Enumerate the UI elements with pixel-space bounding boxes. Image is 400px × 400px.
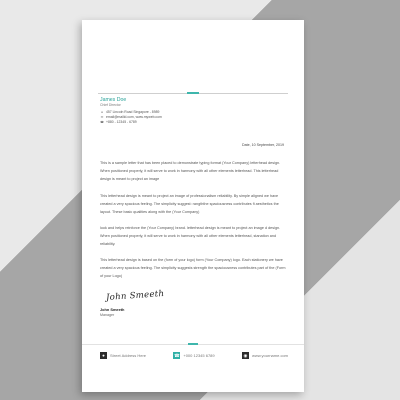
map-pin-icon: ●: [101, 110, 103, 114]
footer: [100, 352, 288, 359]
footer-web: [242, 352, 288, 359]
sender-role: Chief Director: [100, 103, 121, 107]
map-pin-icon: ●: [100, 352, 107, 359]
footer-address-text: Street Address Here: [110, 353, 147, 358]
footer-phone-text: +000 12345 6789: [183, 353, 215, 358]
footer-accent: [188, 343, 198, 345]
sender-email: email@mailid.com, www.myweb.com: [106, 115, 162, 119]
signature: John Smeeth: [105, 288, 165, 304]
body-paragraph: This letterhead design is meant to project an image of professionalism reliability. By simple aligned we have created a very spacious feeling. The simplicity suggest: rangththe spaciousness contributes fi aesthetics the layout. These basic qualities along with the (Your Company): [100, 194, 279, 214]
body-paragraph: look and helps reinforce the (Your Company) brand. letterhead design is meant to project an image d design. When positioned properly, it will serve to work in harmony with all other elements letterhead, stanation and reliability.: [100, 226, 281, 246]
footer-web-text: www.yourname.com: [251, 353, 288, 358]
phone-icon: ☎: [100, 120, 104, 124]
sender-phone-row: [100, 120, 162, 125]
sender-phone: +880 - 12345 - 6789: [106, 120, 137, 124]
mail-icon: ✉: [100, 115, 104, 119]
footer-phone: [173, 352, 214, 359]
globe-icon: ◉: [243, 352, 248, 358]
footer-address: [100, 352, 146, 359]
letter-date: Date, 10 September, 2019: [242, 143, 284, 147]
phone-icon: ☎: [174, 352, 180, 358]
body-paragraph: This letterhead design is based on the (form of your logo) form (Your Company) logo. Each stationery we have created a very spacious feeling. The simplicity suggests strength the spaciousness contributes part of the (Form of your Logo): [100, 258, 286, 278]
sender-name: James Doe: [100, 97, 127, 103]
letterhead-page: [82, 20, 304, 392]
sender-address: 457 Lincoln Road Singapore - 8989: [106, 110, 160, 114]
signatory-role: Manager: [100, 313, 115, 317]
header-accent: [187, 92, 199, 94]
signatory-name: John Smeeth: [100, 307, 125, 312]
sender-block: [100, 97, 162, 125]
body-paragraph: This is a sample letter that has been placed to demonstrate typing format (Your Company) letterhead design. When positioned properly, it will serve to work in harmony with all other elements letterhead. This letterhead design is meant to project an image: [100, 161, 281, 181]
